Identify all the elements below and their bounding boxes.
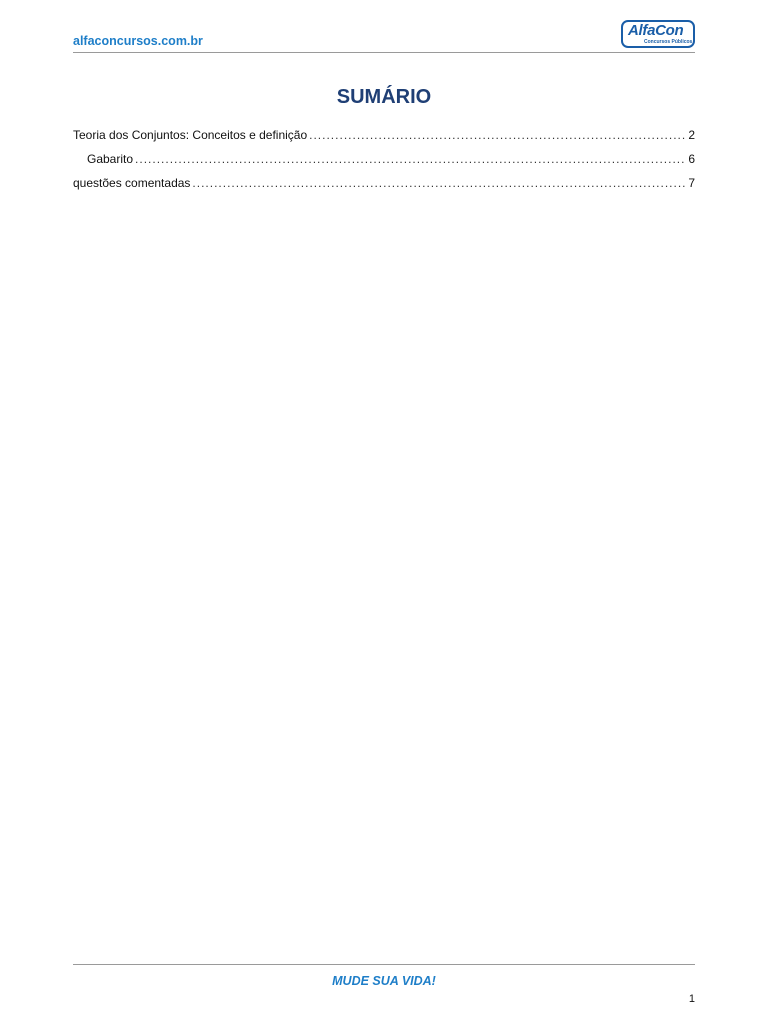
footer-slogan: MUDE SUA VIDA!	[332, 974, 436, 988]
page-title: SUMÁRIO	[336, 86, 432, 108]
logo-subtitle: Concursos Públicos	[644, 39, 693, 45]
toc-entry-label: Teoria dos Conjuntos: Conceitos e definição	[73, 128, 308, 142]
toc-entry[interactable]	[73, 175, 695, 199]
table-of-contents	[73, 127, 695, 199]
logo-wordmark: AlfaCon	[628, 22, 684, 39]
toc-leader-dots	[135, 151, 686, 167]
page-number: 1	[688, 993, 695, 1005]
toc-entry[interactable]	[73, 127, 695, 151]
alfacon-logo	[621, 20, 695, 48]
toc-entry-label: questões comentadas	[73, 176, 191, 190]
toc-entry-page: 6	[688, 152, 695, 166]
toc-leader-dots	[192, 175, 686, 191]
footer-divider	[73, 964, 695, 965]
toc-entry-label: Gabarito	[87, 152, 134, 166]
header-divider	[73, 52, 695, 53]
toc-entry-page: 2	[688, 128, 695, 142]
site-url: alfaconcursos.com.br	[73, 34, 203, 48]
toc-entry[interactable]	[73, 151, 695, 175]
toc-leader-dots	[309, 127, 686, 143]
toc-entry-page: 7	[688, 176, 695, 190]
